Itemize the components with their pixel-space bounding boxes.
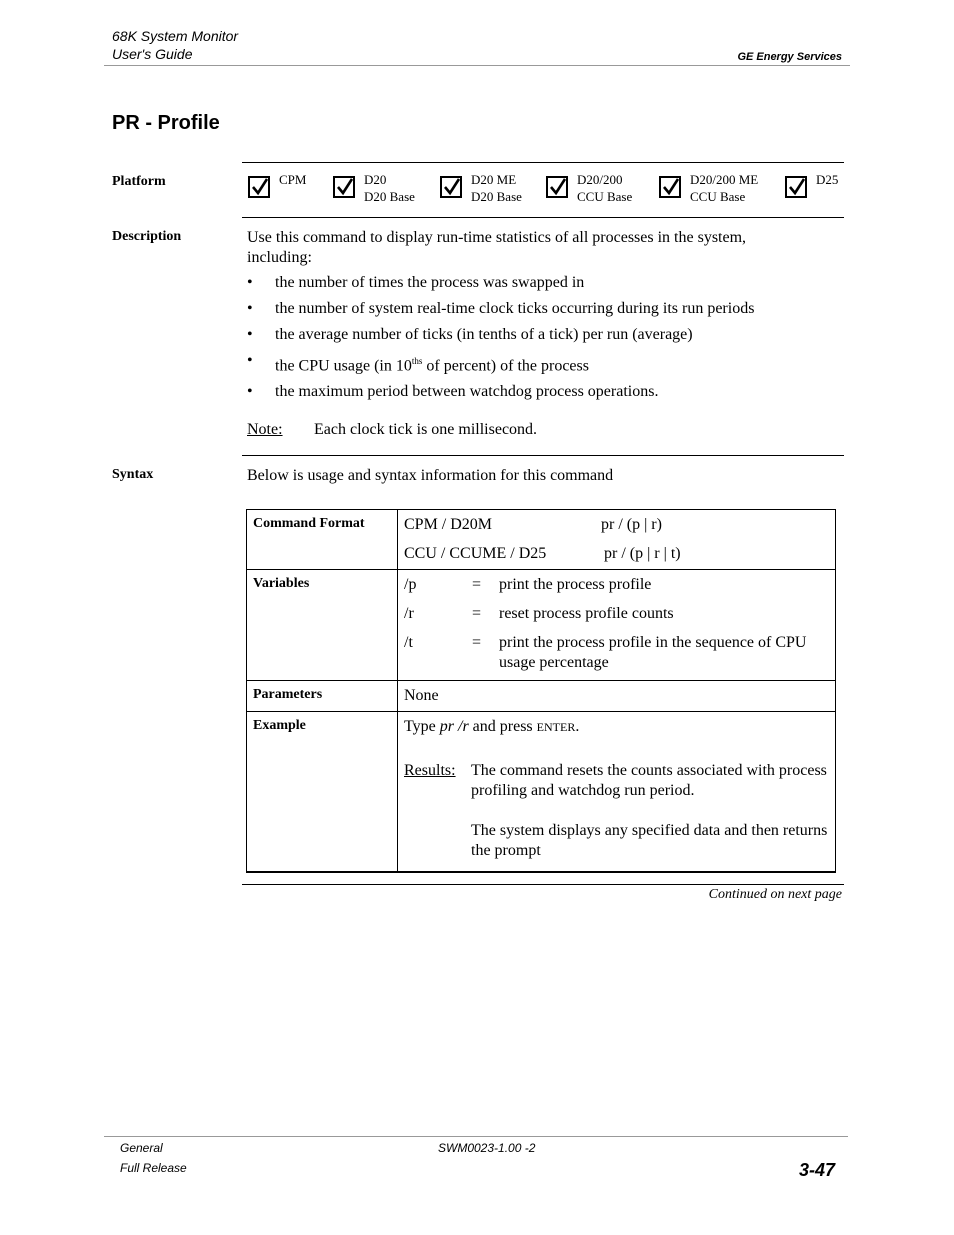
platform-item-line2: CCU Base <box>690 189 746 204</box>
description-label: Description <box>112 229 182 244</box>
platform-item-line1: D20 ME <box>471 172 517 187</box>
platform-item-d20-200 <box>546 172 632 205</box>
example-results <box>404 761 829 861</box>
parameters-value: None <box>398 681 836 712</box>
platform-item-line1: CPM <box>279 172 307 187</box>
header-divider <box>104 65 850 66</box>
platform-item-line1: D20 <box>364 172 387 187</box>
platform-item-d20-200me <box>659 172 758 205</box>
footer-left-line1: General <box>120 1141 163 1155</box>
results-text-2: The system displays any specified data and then returns the prompt <box>471 822 828 859</box>
checkbox-checked-icon <box>659 176 681 198</box>
platform-item-line1: D20/200 ME <box>690 172 759 187</box>
table-row <box>247 570 836 681</box>
continued-text: Continued on next page <box>708 887 842 902</box>
checkbox-checked-icon <box>546 176 568 198</box>
variables-values <box>398 570 836 681</box>
command-format-values <box>398 510 836 570</box>
table-row <box>247 510 836 570</box>
description-bullet-list <box>247 273 837 408</box>
example-values <box>398 712 836 873</box>
list-item: • the maximum period between watchdog process operations. <box>247 383 659 401</box>
checkbox-checked-icon <box>785 176 807 198</box>
example-instruction: Type pr /r and press ENTER. <box>404 718 580 735</box>
example-key: ENTER <box>536 720 576 734</box>
platform-item-line2: CCU Base <box>577 189 633 204</box>
continued-rule <box>242 884 844 885</box>
header-title-line2: User's Guide <box>112 46 193 62</box>
footer-page-number: 3-47 <box>798 1160 835 1180</box>
platform-item-line1: D25 <box>816 172 839 187</box>
platform-label: Platform <box>112 174 166 189</box>
platform-item-cpm <box>248 172 306 198</box>
list-item: • the number of system real-time clock ticks occurring during its run periods <box>247 300 755 317</box>
note-label: Note: <box>247 421 283 438</box>
footer-left-line2: Full Release <box>120 1161 187 1175</box>
checkbox-checked-icon <box>248 176 270 198</box>
platform-item-d20me <box>440 172 522 205</box>
variable-row: /p = print the process profile <box>404 576 652 593</box>
header-company: GE Energy Services <box>737 51 842 63</box>
description-bottom-rule <box>242 455 844 456</box>
platform-item-line2: D20 Base <box>471 189 522 204</box>
list-item: • the average number of ticks (in tenths of a tick) per run (average) <box>247 326 693 343</box>
page-title: PR - Profile <box>112 112 220 134</box>
parameters-label: Parameters <box>247 681 398 712</box>
format-row: CPM / D20M pr / (p | r) <box>404 516 662 533</box>
checkbox-checked-icon <box>440 176 462 198</box>
platform-top-rule <box>242 162 844 163</box>
platform-item-line2: D20 Base <box>364 189 415 204</box>
syntax-table <box>246 509 836 873</box>
table-row <box>247 681 836 712</box>
description-intro: Use this command to display run-time statistics of all processes in the system, including: <box>247 229 747 266</box>
syntax-label: Syntax <box>112 467 154 482</box>
platform-item-d25 <box>785 172 838 198</box>
results-text-1: The command resets the counts associated with process profiling and watchdog run period. <box>471 762 827 799</box>
footer-doc-number: SWM0023-1.00 -2 <box>438 1141 536 1155</box>
example-command: pr /r <box>439 718 469 735</box>
header-title-line1: 68K System Monitor <box>112 28 239 44</box>
command-format-label: Command Format <box>247 510 398 570</box>
list-item: • the number of times the process was swapped in <box>247 274 585 291</box>
platform-item-d20 <box>333 172 415 205</box>
example-label: Example <box>247 712 398 873</box>
syntax-intro: Below is usage and syntax information for this command <box>247 467 614 484</box>
table-row <box>247 712 836 873</box>
platform-item-line1: D20/200 <box>577 172 623 187</box>
note-text: Each clock tick is one millisecond. <box>314 421 538 438</box>
variable-row: /t = print the process profile in the sequence of CPU usage percentage <box>404 634 807 671</box>
variables-label: Variables <box>247 570 398 681</box>
results-label: Results: <box>404 762 456 779</box>
checkbox-checked-icon <box>333 176 355 198</box>
list-item: • the CPU usage (in $10^{ths}$ of percent) of the process <box>247 352 589 375</box>
platform-bottom-rule <box>242 217 844 218</box>
format-row: CCU / CCUME / D25 pr / (p | r | t) <box>404 545 681 562</box>
footer-divider <box>104 1136 848 1137</box>
variable-row: /r = reset process profile counts <box>404 605 674 622</box>
